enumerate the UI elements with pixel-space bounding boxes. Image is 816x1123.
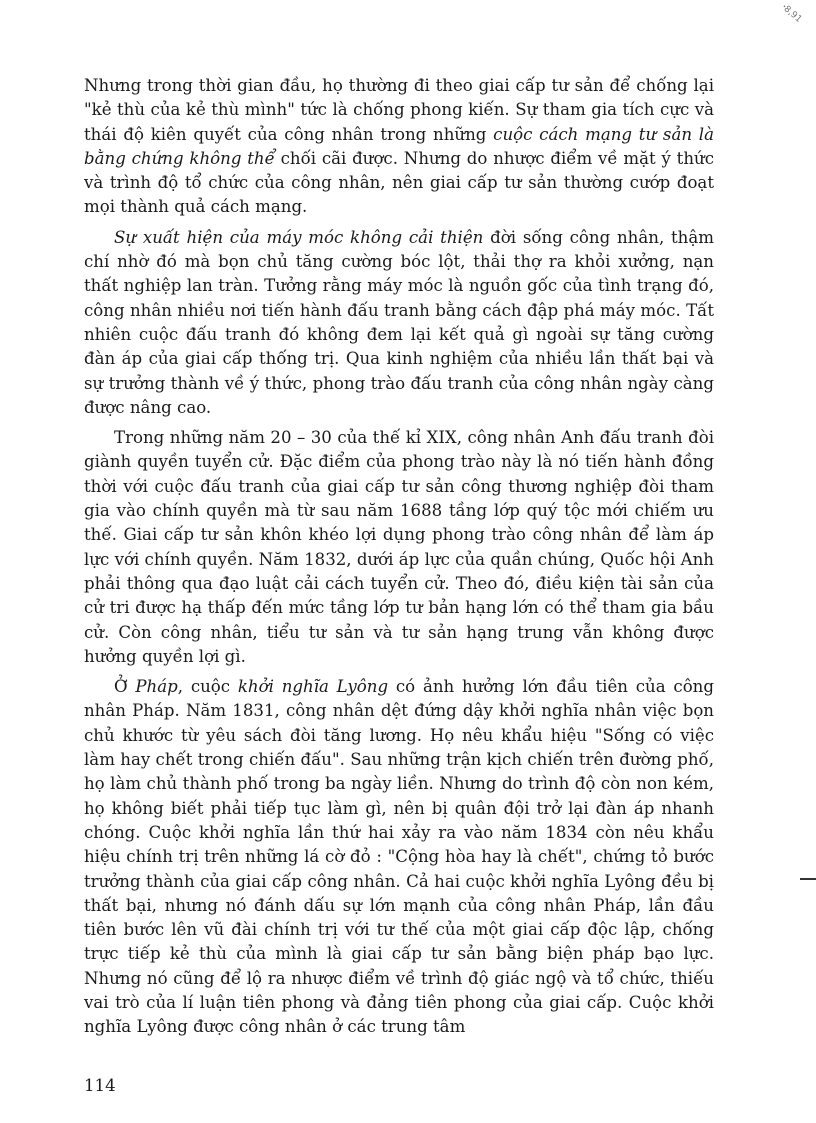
edge-tick-mark [800, 878, 816, 880]
corner-mark: ꞏ8,91 [779, 2, 804, 25]
para-1-italic-1: cuộc cách mạng tư sản là bằng chứng không thể [84, 124, 714, 168]
para-3-text-1: Trong những năm 20 – 30 của thế kỉ XIX, công nhân Anh đấu tranh đòi giành quyền tuyển cử. Đặc điểm của phong trào này là nó tiến hành đồng thời với cuộc đấu tranh của giai cấp tư sản công thương nghiệp đòi tham gia vào chính quyền mà từ sau năm 1688 tầng lớp quý tộc mới chiếm ưu thế. Giai cấp tư sản khôn khéo lợi dụng phong trào công nhân để làm áp lực với chính quyền. Năm 1832, dưới áp lực của quần chúng, Quốc hội Anh phải thông qua đạo luật cải cách tuyển cử. Theo đó, điều kiện tài sản của cử tri được hạ thấp đến mức tầng lớp tư bản hạng lớn có thể tham gia bầu cử. Còn công nhân, tiểu tư sản và tư sản hạng trung vẫn không được hưởng quyền lợi gì. [84, 428, 714, 666]
paragraph-4 [84, 675, 714, 1039]
para-4-italic-2: khởi nghĩa Lyông [237, 677, 389, 697]
para-1-text-1: Nhưng trong thời gian đầu, họ thường đi theo giai cấp tư sản để chống lại "kẻ thù của kẻ thù mình" tức là chống phong kiến. Sự tham gia tích cực và thái độ kiên quyết của công nhân trong những [84, 76, 714, 144]
paragraph-1 [84, 74, 714, 220]
para-1-text-2: chối cãi được. Nhưng do nhược điểm về mặt ý thức và trình độ tổ chức của công nhân, nên giai cấp tư sản thường cướp đoạt mọi thành quả cách mạng. [84, 148, 715, 217]
page-number: 114 [84, 1076, 116, 1095]
para-4-text-3: có ảnh hưởng lớn đầu tiên của công nhân Pháp. Năm 1831, công nhân dệt đứng dậy khởi nghĩa nhân việc bọn chủ khước từ yêu sách đòi tăng lương. Họ nêu khẩu hiệu "Sống có việc làm hay chết trong chiến đấu". Sau những trận kịch chiến trên đường phố, họ làm chủ thành phố trong ba ngày liền. Nhưng do trình độ còn non kém, họ không biết phải tiếp tục làm gì, nên bị quân đội trở lại đàn áp nhanh chóng. Cuộc khởi nghĩa lần thứ hai xảy ra vào năm 1834 còn nêu khẩu hiệu chính trị trên những lá cờ đỏ : "Cộng hòa hay là chết", chứng tỏ bước trưởng thành của giai cấp công nhân. Cả hai cuộc khởi nghĩa Lyông đều bị thất bại, nhưng nó đánh dấu sự lớn mạnh của công nhân Pháp, lần đầu tiên bước lên vũ đài chính trị với tư thế của một giai cấp độc lập, chống trực tiếp kẻ thù của mình là giai cấp tư sản bằng biện pháp bạo lực. Nhưng nó cũng để lộ ra nhược điểm về trình độ giác ngộ và tổ chức, thiếu vai trò của lí luận tiên phong và đảng tiên phong của giai cấp. Cuộc khởi nghĩa Lyông được công nhân ở các trung tâm [84, 677, 714, 1037]
para-4-text-2: , cuộc [177, 677, 238, 697]
page-body [84, 74, 714, 1046]
para-4-italic-1: Pháp [135, 677, 178, 697]
paragraph-3 [84, 426, 714, 669]
para-2-italic-1: Sự xuất hiện của máy móc không cải thiện [114, 227, 484, 247]
para-4-text-1: Ở [114, 677, 136, 697]
paragraph-2 [84, 226, 714, 420]
para-2-text-1: đời sống công nhân, thậm chí nhờ đó mà bọn chủ tăng cường bóc lột, thải thợ ra khỏi xưởng, nạn thất nghiệp lan tràn. Tưởng rằng máy móc là nguồn gốc của tình trạng đó, công nhân nhiều nơi tiến hành đấu tranh bằng cách đập phá máy móc. Tất nhiên cuộc đấu tranh đó không đem lại kết quả gì ngoài sự tăng cường đàn áp của giai cấp thống trị. Qua kinh nghiệm của nhiều lần thất bại và sự trưởng thành về ý thức, phong trào đấu tranh của công nhân ngày càng được nâng cao. [84, 227, 714, 417]
